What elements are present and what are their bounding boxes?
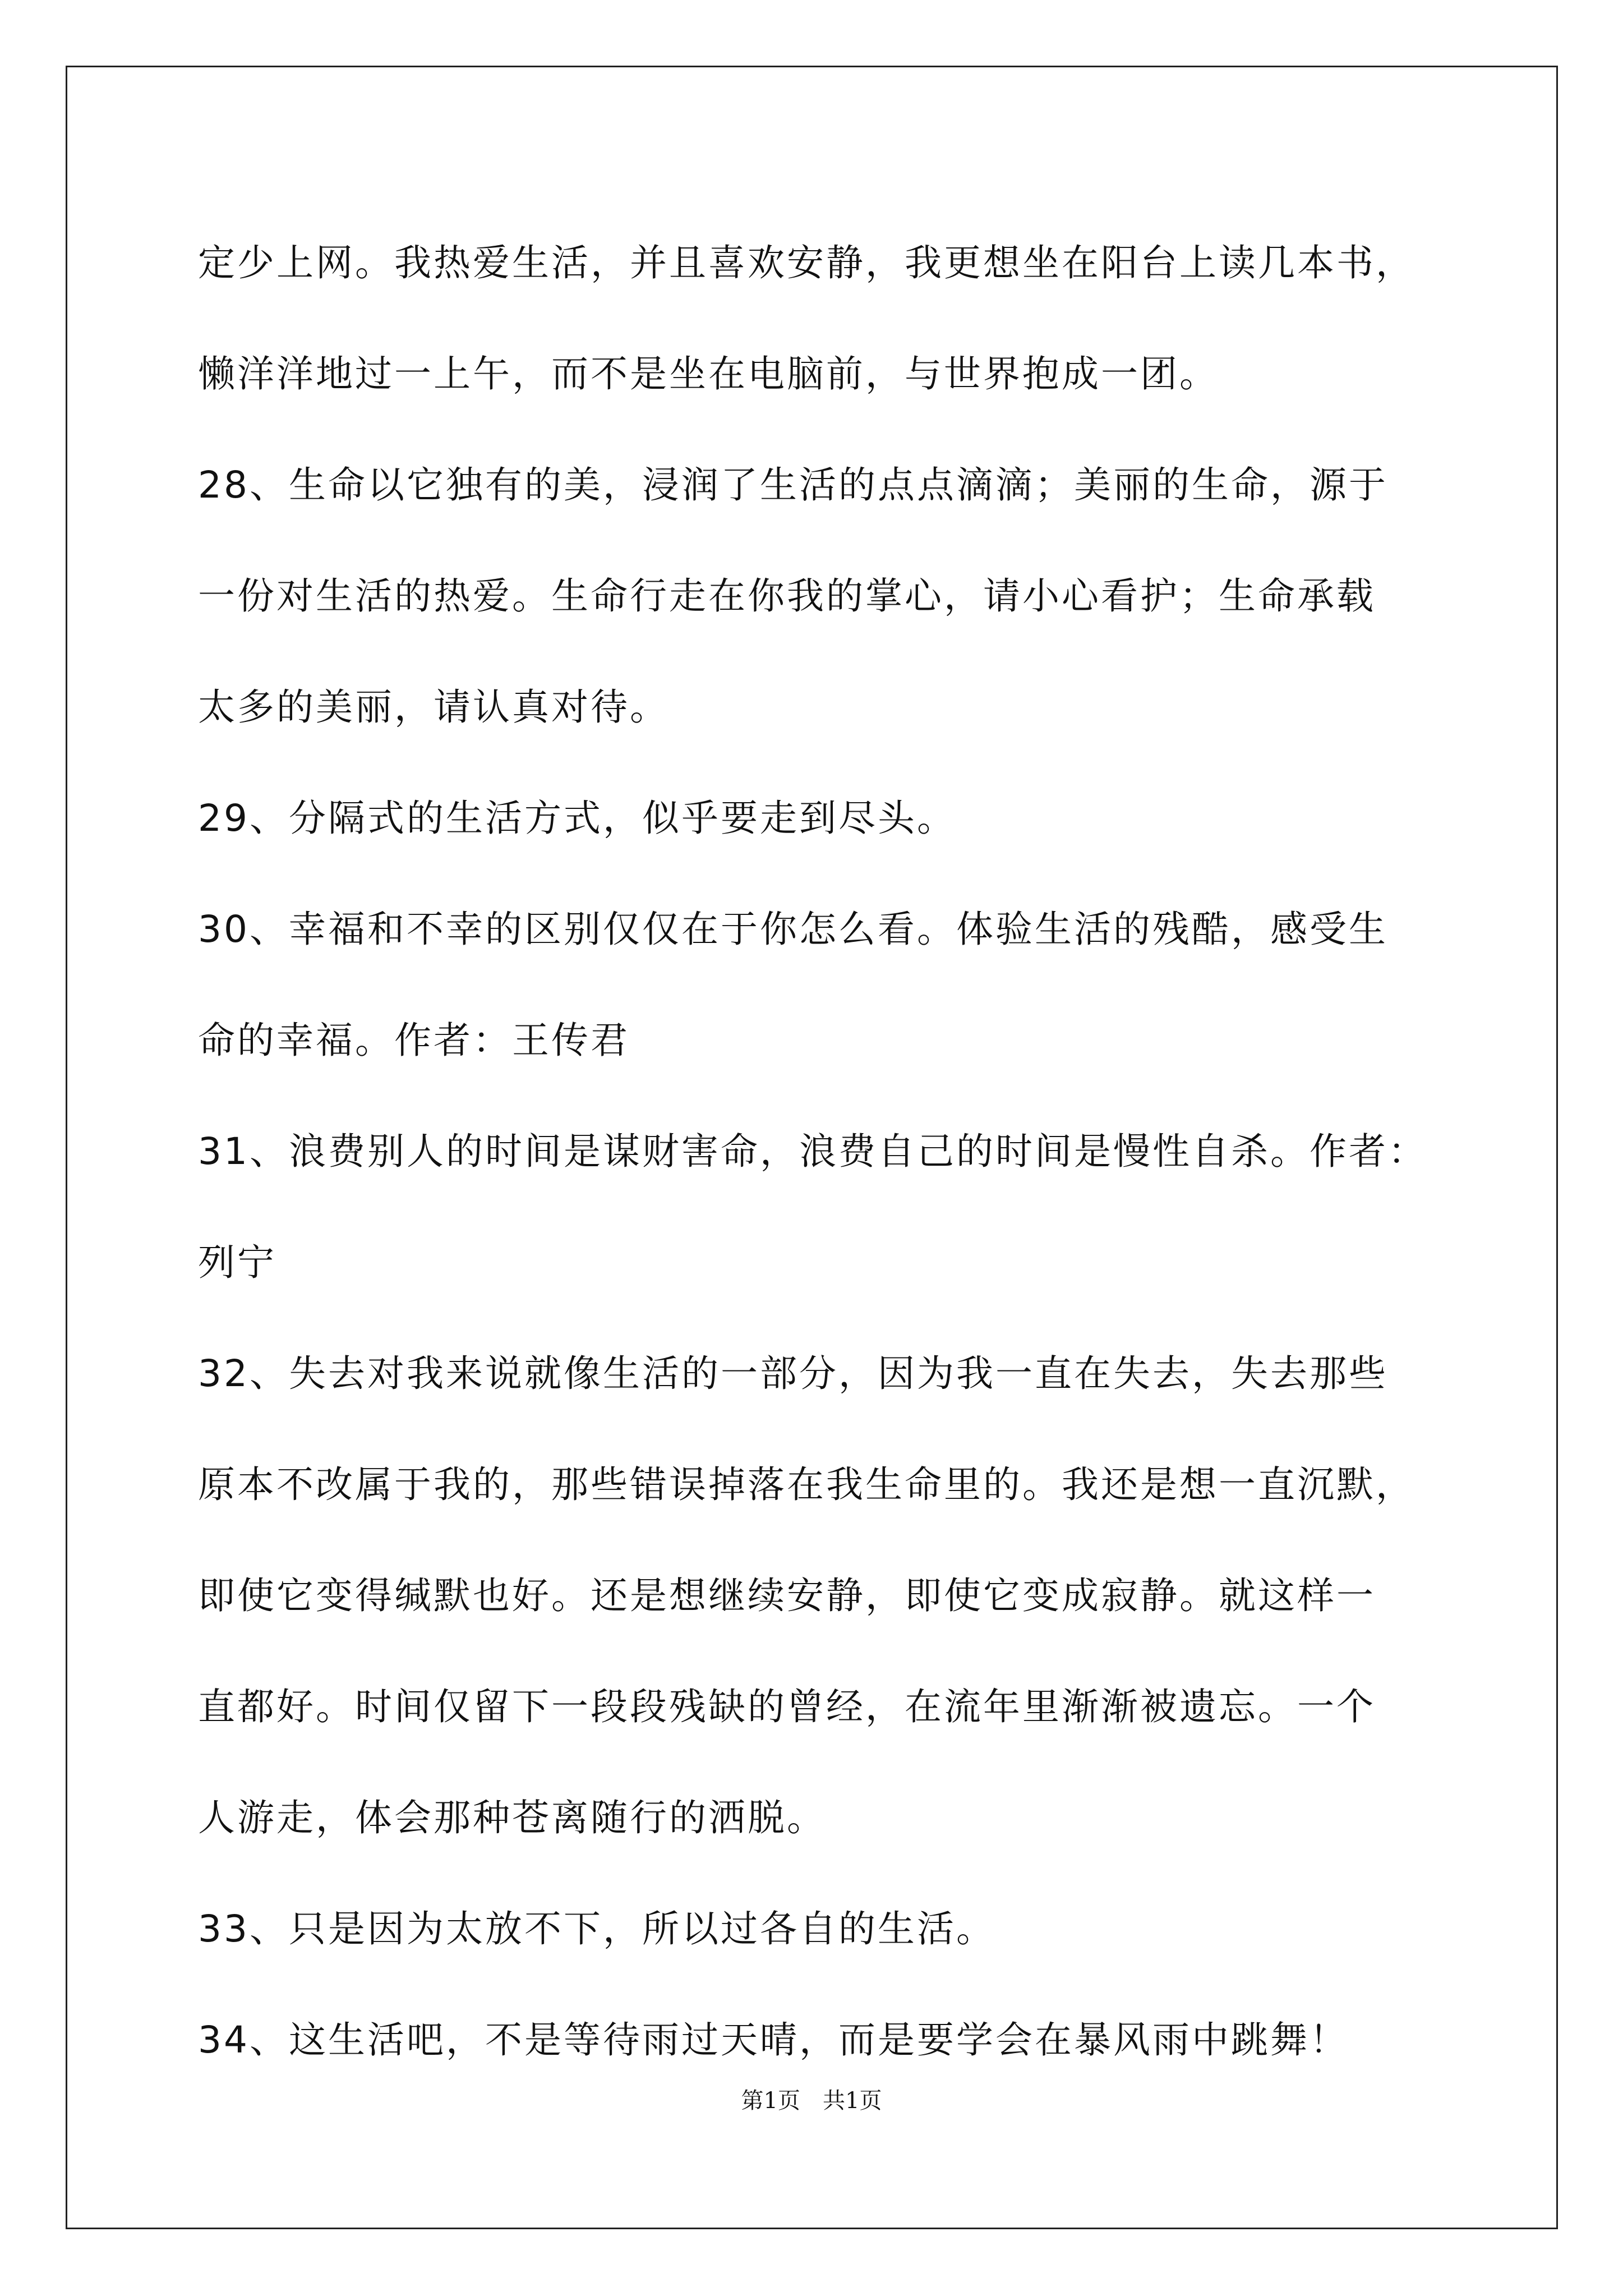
text-line: 30、幸福和不幸的区别仅仅在于你怎么看。体验生活的残酷，感受生: [198, 908, 1388, 951]
text-line: 31、浪费别人的时间是谋财害命，浪费自己的时间是慢性自杀。作者：: [198, 1130, 1427, 1173]
text-line: 32、失去对我来说就像生活的一部分，因为我一直在失去，失去那些: [198, 1352, 1388, 1395]
page-footer: [0, 2084, 1623, 2118]
text-line: 原本不改属于我的，那些错误掉落在我生命里的。我还是想一直沉默，: [198, 1463, 1415, 1506]
text-line: 29、分隔式的生活方式，似乎要走到尽头。: [198, 797, 956, 840]
text-line: 直都好。时间仅留下一段段残缺的曾经，在流年里渐渐被遗忘。一个: [198, 1685, 1376, 1728]
text-line: 33、只是因为太放不下，所以过各自的生活。: [198, 1907, 995, 1950]
text-line: 人游走，体会那种苍离随行的洒脱。: [198, 1796, 826, 1839]
text-line: 28、生命以它独有的美，浸润了生活的点点滴滴；美丽的生命，源于: [198, 463, 1388, 507]
text-line: 即使它变得缄默也好。还是想继续安静，即使它变成寂静。就这样一: [198, 1574, 1376, 1617]
text-line: 懒洋洋地过一上午，而不是坐在电脑前，与世界抱成一团。: [198, 352, 1219, 395]
text-line: 34、这生活吧，不是等待雨过天晴，而是要学会在暴风雨中跳舞！: [198, 2018, 1349, 2062]
text-line: 命的幸福。作者：王传君: [198, 1019, 630, 1062]
text-line: 定少上网。我热爱生活，并且喜欢安静，我更想坐在阳台上读几本书，: [198, 241, 1415, 284]
page-total: 共1页: [823, 2088, 882, 2114]
document-body: [198, 208, 1432, 2096]
text-line: 列宁: [198, 1241, 276, 1284]
page-number: 第1页: [741, 2088, 800, 2114]
text-line: 一份对生活的热爱。生命行走在你我的掌心，请小心看护；生命承载: [198, 574, 1376, 618]
text-line: 太多的美丽，请认真对待。: [198, 685, 669, 729]
